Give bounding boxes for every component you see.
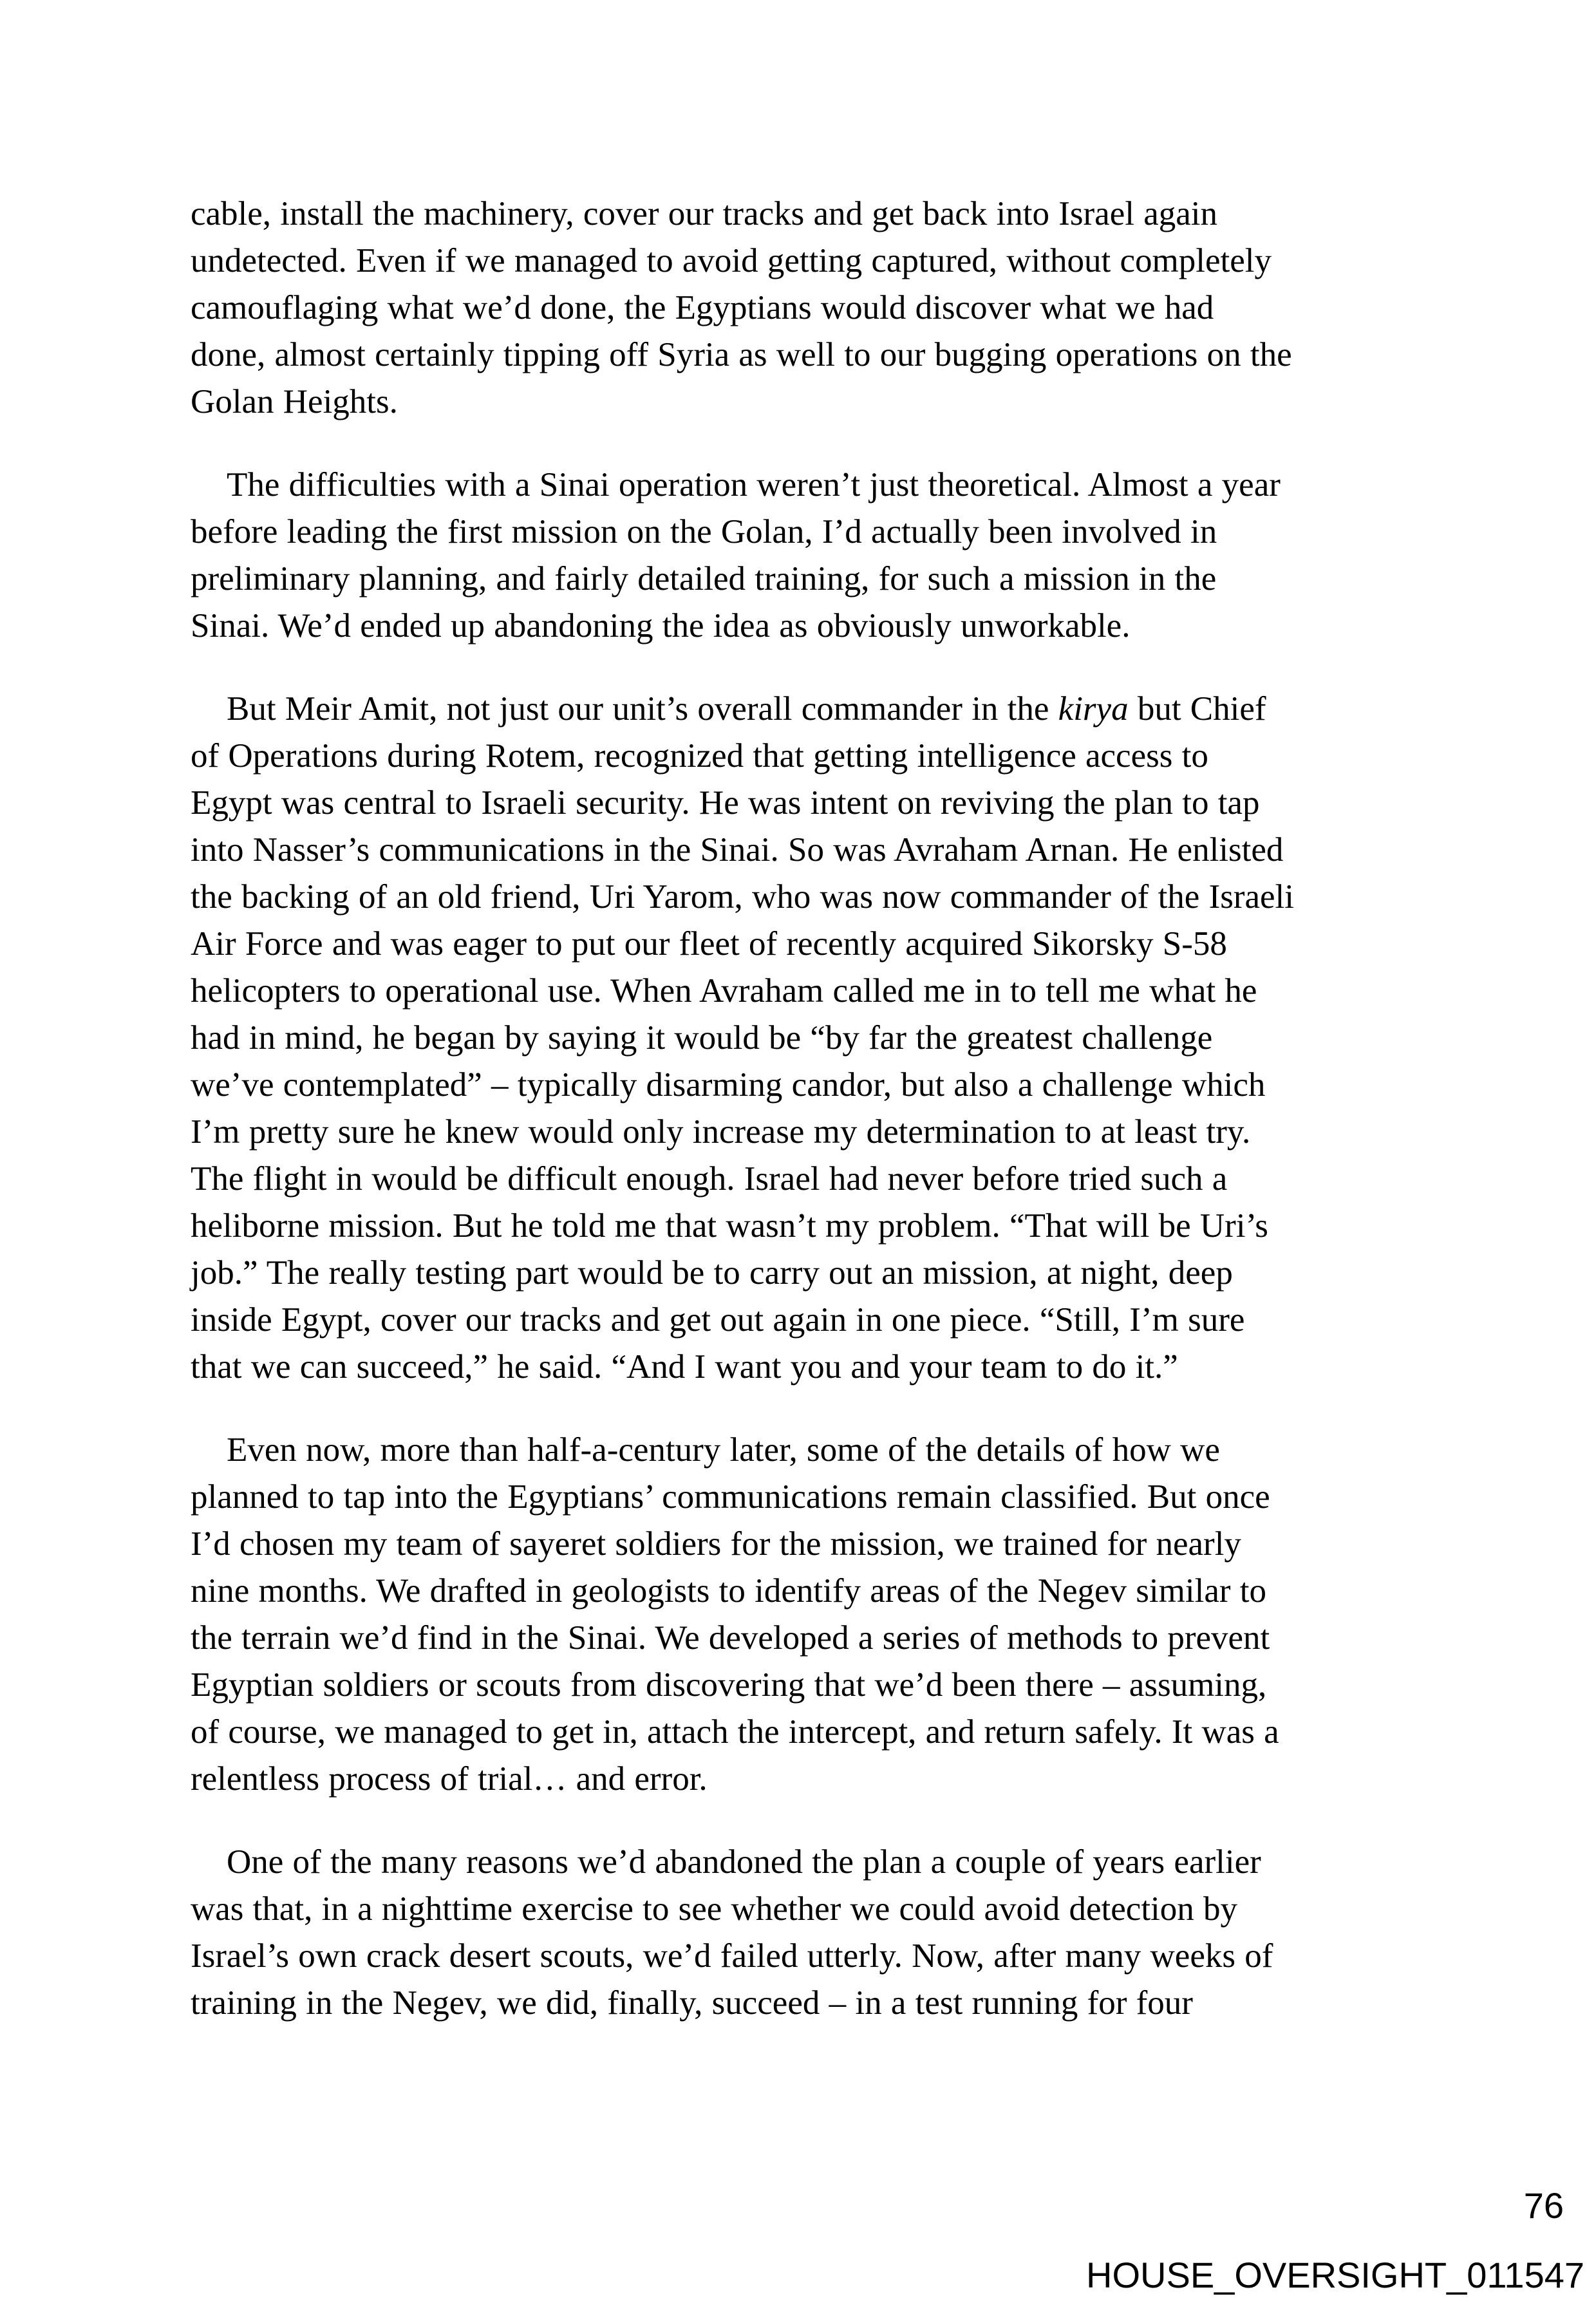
text-line: the backing of an old friend, Uri Yarom, who was now commander of the Israeli: [191, 878, 1294, 916]
text-line: Air Force and was eager to put our fleet of recently acquired Sikorsky S-58: [191, 925, 1227, 963]
text-line: of course, we managed to get in, attach the intercept, and return safely. It was a: [191, 1713, 1279, 1751]
paragraph: [191, 462, 1472, 650]
text-line: preliminary planning, and fairly detailed training, for such a mission in the: [191, 560, 1217, 597]
text-line: had in mind, he began by saying it would be “by far the greatest challenge: [191, 1019, 1213, 1057]
text-line: done, almost certainly tipping off Syria as well to our bugging operations on the: [191, 336, 1292, 373]
text-line: The flight in would be difficult enough. Israel had never before tried such a: [191, 1160, 1228, 1198]
text-line: nine months. We drafted in geologists to identify areas of the Negev similar to: [191, 1572, 1266, 1610]
text-line: cable, install the machinery, cover our tracks and get back into Israel again: [191, 195, 1217, 232]
text-line: I’m pretty sure he knew would only increase my determination to at least try.: [191, 1113, 1251, 1151]
text-line: camouflaging what we’d done, the Egyptians would discover what we had: [191, 289, 1214, 326]
paragraph: [191, 1839, 1472, 2027]
text-line: helicopters to operational use. When Avraham called me in to tell me what he: [191, 972, 1257, 1010]
italic-term: kirya: [1058, 690, 1129, 728]
text-segment: But Meir Amit, not just our unit’s overall commander in the: [227, 690, 1058, 728]
text-line: that we can succeed,” he said. “And I want you and your team to do it.”: [191, 1348, 1178, 1386]
text-line: of Operations during Rotem, recognized that getting intelligence access to: [191, 737, 1208, 775]
text-line: into Nasser’s communications in the Sinai. So was Avraham Arnan. He enlisted: [191, 831, 1284, 869]
text-line: Golan Heights.: [191, 383, 398, 420]
text-line: inside Egypt, cover our tracks and get out again in one piece. “Still, I’m sure: [191, 1301, 1245, 1339]
paragraph: [191, 686, 1472, 1391]
text-line: training in the Negev, we did, finally, succeed – in a test running for four: [191, 1984, 1193, 2022]
text-line: relentless process of trial… and error.: [191, 1760, 708, 1798]
text-line: undetected. Even if we managed to avoid getting captured, without completely: [191, 242, 1272, 279]
text-line: Israel’s own crack desert scouts, we’d failed utterly. Now, after many weeks of: [191, 1937, 1273, 1975]
text-line: before leading the first mission on the Golan, I’d actually been involved in: [191, 513, 1217, 550]
text-line: One of the many reasons we’d abandoned the plan a couple of years earlier: [227, 1843, 1261, 1881]
body-text: [191, 191, 1472, 2027]
text-line: Egypt was central to Israeli security. He was intent on reviving the plan to tap: [191, 784, 1260, 822]
text-line: Sinai. We’d ended up abandoning the idea as obviously unworkable.: [191, 607, 1131, 644]
text-segment: but Chief: [1128, 690, 1266, 728]
text-line: The difficulties with a Sinai operation weren’t just theoretical. Almost a year: [227, 466, 1281, 503]
text-line: we’ve contemplated” – typically disarming candor, but also a challenge which: [191, 1066, 1266, 1104]
page-number: 76: [1523, 2185, 1564, 2226]
text-line: the terrain we’d find in the Sinai. We developed a series of methods to prevent: [191, 1619, 1270, 1657]
text-line: [191, 686, 1472, 733]
paragraph: [191, 1427, 1472, 1803]
text-line: planned to tap into the Egyptians’ communications remain classified. But once: [191, 1478, 1270, 1516]
text-line: heliborne mission. But he told me that wasn’t my problem. “That will be Uri’s: [191, 1207, 1268, 1245]
text-line: I’d chosen my team of sayeret soldiers for the mission, we trained for nearly: [191, 1525, 1241, 1563]
text-line: was that, in a nighttime exercise to see whether we could avoid detection by: [191, 1890, 1238, 1928]
paragraph: [191, 191, 1472, 426]
text-line: Even now, more than half-a-century later, some of the details of how we: [227, 1431, 1220, 1469]
bates-stamp: HOUSE_OVERSIGHT_011547: [1086, 2255, 1584, 2295]
text-line: job.” The really testing part would be to carry out an mission, at night, deep: [191, 1254, 1233, 1292]
text-line: Egyptian soldiers or scouts from discovering that we’d been there – assuming,: [191, 1666, 1267, 1704]
